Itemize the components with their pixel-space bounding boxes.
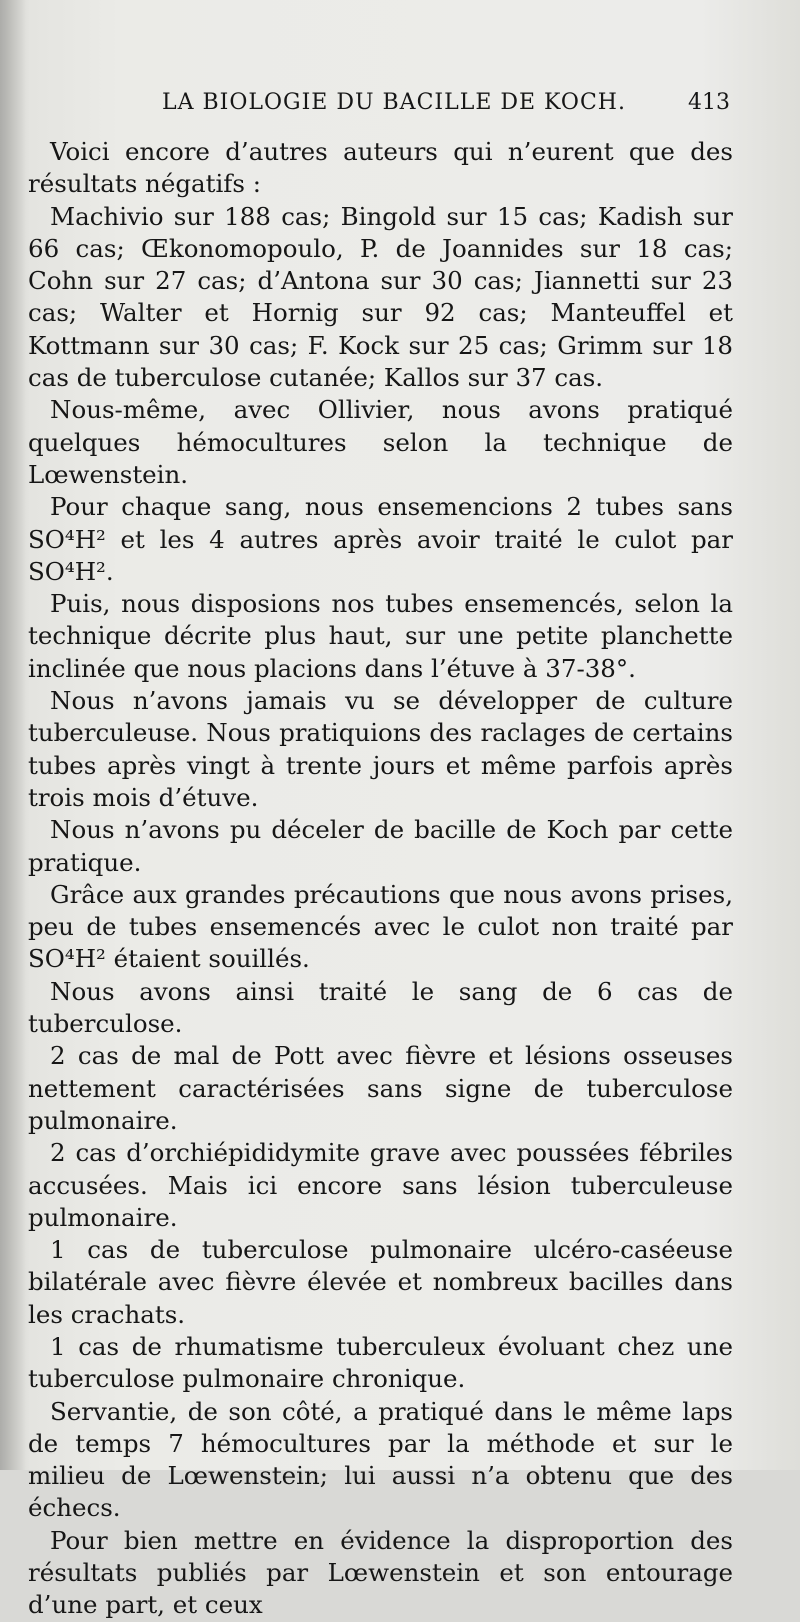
- scan-shadow-edge: [0, 0, 26, 1470]
- paragraph: Nous-même, avec Ollivier, nous avons pratiqué quelques hémocultures selon la technique de Lœwenstein.: [28, 395, 733, 489]
- running-title: LA BIOLOGIE DU BACILLE DE KOCH.: [162, 90, 626, 115]
- paragraph: Nous n’avons jamais vu se développer de culture tuberculeuse. Nous pratiquions des raclages de certains tubes après vingt à trente jours et même parfois après trois mois d’étuve.: [28, 686, 733, 812]
- paragraph: Puis, nous disposions nos tubes ensemencés, selon la technique décrite plus haut, sur une petite planchette inclinée que nous placions dans l’étuve à 37-38°.: [28, 589, 733, 683]
- paragraph: 1 cas de rhumatisme tuberculeux évoluant chez une tuberculose pulmonaire chronique.: [28, 1331, 733, 1394]
- paragraph: Voici encore d’autres auteurs qui n’eurent que des résultats négatifs :: [28, 137, 733, 199]
- paragraph: Servantie, de son côté, a pratiqué dans le même laps de temps 7 hémocultures par la méthode et sur le milieu de Lœwenstein; lui aussi n’a obtenu que des échecs.: [28, 1396, 733, 1523]
- paragraph: 2 cas d’orchiépididymite grave avec poussées fébriles accusées. Mais ici encore sans lésion tuberculeuse pulmonaire.: [28, 1138, 733, 1232]
- paragraph: Nous avons ainsi traité le sang de 6 cas de tuberculose.: [28, 976, 733, 1039]
- paragraph: 1 cas de tuberculose pulmonaire ulcéro-caséeuse bilatérale avec fièvre élevée et nombreux bacilles dans les crachats.: [28, 1235, 733, 1329]
- paragraph: Pour chaque sang, nous ensemencions 2 tubes sans SO⁴H² et les 4 autres après avoir traité le culot par SO⁴H².: [28, 492, 733, 586]
- page-number: 413: [688, 90, 730, 115]
- body-text: [28, 136, 733, 1622]
- paragraph: Machivio sur 188 cas; Bingold sur 15 cas; Kadish sur 66 cas; Œkonomopoulo, P. de Joannides sur 18 cas; Cohn sur 27 cas; d’Antona sur 30 cas; Jiannetti sur 23 cas; Walter et Hornig sur 92 cas; Manteuffel et Kottmann sur 30 cas; F. Kock sur 25 cas; Grimm sur 18 cas de tuberculose cutanée; Kallos sur 37 cas.: [28, 201, 733, 393]
- paragraph: Grâce aux grandes précautions que nous avons prises, peu de tubes ensemencés avec le culot non traité par SO⁴H² étaient souillés.: [28, 879, 733, 974]
- paragraph: 2 cas de mal de Pott avec fièvre et lésions osseuses nettement caractérisées sans signe de tuberculose pulmonaire.: [28, 1041, 733, 1135]
- paragraph: Pour bien mettre en évidence la disproportion des résultats publiés par Lœwenstein et son entourage d’une part, et ceux: [28, 1525, 733, 1620]
- page-header: [0, 90, 800, 122]
- paragraph: Nous n’avons pu déceler de bacille de Koch par cette pratique.: [28, 815, 733, 877]
